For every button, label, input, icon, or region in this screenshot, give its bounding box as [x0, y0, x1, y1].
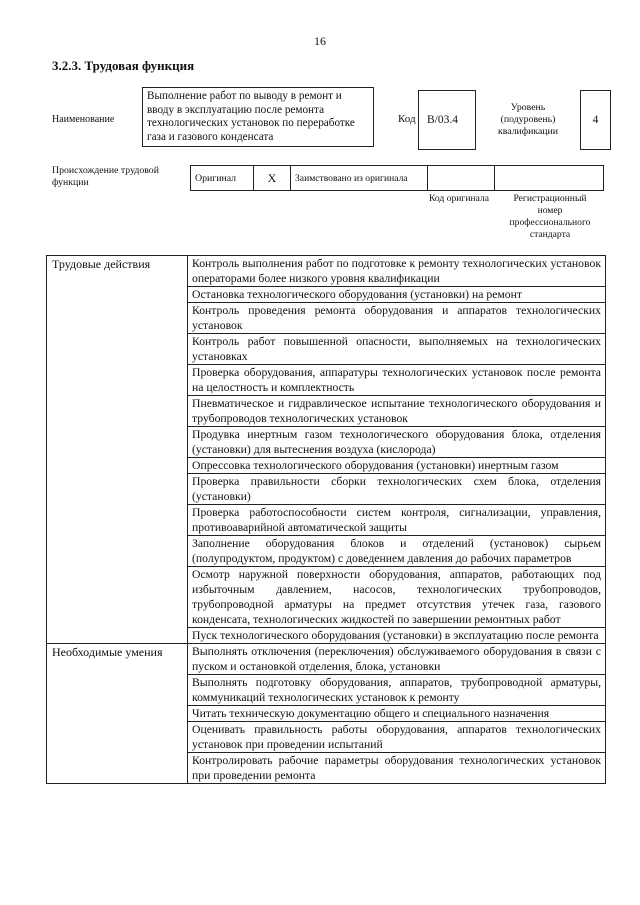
code-label: Код	[398, 113, 416, 125]
table-row: Пуск технологического оборудования (установки) в эксплуатацию после ремонта	[192, 629, 599, 642]
origin-reg-number-cell	[495, 166, 604, 191]
code-value: B/03.4	[427, 114, 458, 126]
section-title: 3.2.3. Трудовая функция	[52, 58, 195, 73]
table-row: Выполнять отключения (переключения) обслуживаемого оборудования в связи с пуском и остановкой отделения, блока, установки	[188, 644, 605, 675]
table-row: Контроль выполнения работ по подготовке к ремонту технологических установок операторами более низкого уровня квалификации	[188, 256, 605, 287]
function-details-table	[46, 255, 606, 784]
origin-borrowed-cell: Заимствовано из оригинала	[291, 166, 428, 191]
table-row: Контроль проведения ремонта оборудования и аппаратов технологических установок	[188, 303, 605, 334]
table-row: Осмотр наружной поверхности оборудования, аппаратов, работающих под избыточным давлением, насосов, технологических трубопроводов, трубопроводной арматуры на предмет отсутствия утечек газа, газового конденсата, технологических жидкостей по завершении ремонтных работ	[188, 567, 605, 628]
function-name-box	[142, 87, 374, 147]
section-name: Трудовые действия	[47, 256, 188, 643]
table-row: Оценивать правильность работы оборудования, аппаратов технологических установок при проведении испытаний	[188, 722, 605, 753]
reg-number-caption: Регистрационный номер профессионального стандарта	[509, 193, 591, 240]
code-box	[418, 90, 476, 150]
origin-table	[190, 165, 604, 191]
table-row: Контролировать рабочие параметры оборудования технологических установок при проведении ремонта	[192, 754, 601, 782]
origin-label: Происхождение трудовой функции	[52, 165, 159, 188]
table-row: Остановка технологического оборудования (установки) на ремонт	[188, 287, 605, 303]
table-row: Заполнение оборудования блоков и отделений (установок) сырьем (полупродуктом, продуктом) с доведением давления до рабочих параметров	[188, 536, 605, 567]
name-label: Наименование	[52, 114, 115, 125]
section-name: Необходимые умения	[47, 644, 188, 783]
table-row: Проверка правильности сборки технологических схем блока, отделения (установки)	[188, 474, 605, 505]
table-row: Контроль работ повышенной опасности, выполняемых на технологических установках	[188, 334, 605, 365]
origin-original-cell: Оригинал	[191, 166, 254, 191]
page-number: 16	[314, 34, 326, 48]
qualification-level-box	[580, 90, 611, 150]
table-row: Читать техническую документацию общего и специального назначения	[188, 706, 605, 722]
table-row: Пневматическое и гидравлическое испытание технологического оборудования и трубопроводов технологических установок	[188, 396, 605, 427]
qualification-level-label: Уровень (подуровень) квалификации	[497, 102, 559, 137]
section-items	[188, 644, 605, 783]
function-name-value: Выполнение работ по выводу в ремонт и вводу в эксплуатацию после ремонта технологических установок по переработке газа и газового конденсата	[147, 90, 355, 143]
section-items	[188, 256, 605, 643]
origin-code-cell	[428, 166, 495, 191]
table-row: Опрессовка технологического оборудования (установки) инертным газом	[188, 458, 605, 474]
code-original-caption: Код оригинала	[428, 193, 490, 204]
table-row: Проверка работоспособности систем контроля, сигнализации, управления, противоаварийной автоматической защиты	[188, 505, 605, 536]
required-skills-section	[47, 644, 605, 783]
table-row: Выполнять подготовку оборудования, аппаратов, трубопроводной арматуры, коммуникаций технологических установок к ремонту	[188, 675, 605, 706]
origin-mark-cell: X	[254, 166, 291, 191]
table-row: Проверка оборудования, аппаратуры технологических установок после ремонта на целостность и комплектность	[188, 365, 605, 396]
qualification-level-value: 4	[592, 114, 599, 126]
labor-actions-section	[47, 256, 605, 644]
table-row: Продувка инертным газом технологического оборудования блока, отделения (установки) для вытеснения воздуха (кислорода)	[188, 427, 605, 458]
